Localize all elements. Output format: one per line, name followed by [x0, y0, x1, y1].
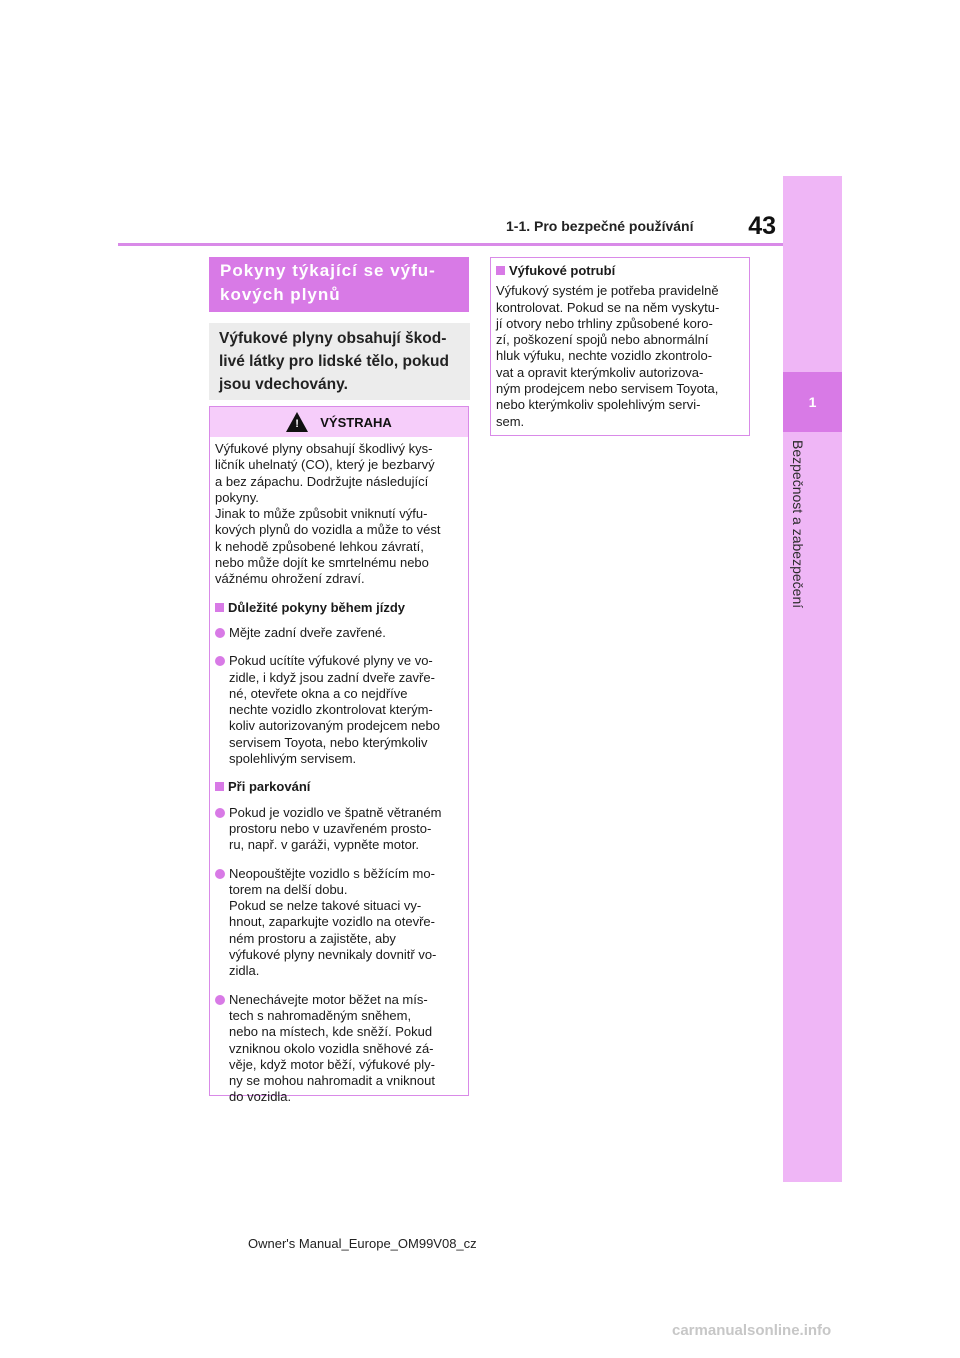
body-text-line: ným prodejcem nebo servisem Toyota,: [496, 381, 719, 397]
topic-summary: [209, 323, 470, 400]
warning-text-line: vážnému ohrožení zdraví.: [215, 571, 365, 587]
warning-text-line: nebo může dojít ke smrtelnému nebo: [215, 555, 429, 571]
bullet-item: Nenechávejte motor běžet na mís- tech s nahromaděným sněhem, nebo na místech, kde sněží. Pokud vzniknou okolo vozidla sněhové zá- věje, když motor běží, výfukové ply- ny se mohou nahromadit a vniknout do vozidla.: [215, 992, 465, 1106]
section-heading: Při parkování: [215, 779, 465, 795]
body-text-line: jí otvory nebo trhliny způsobené koro-: [496, 315, 713, 331]
section-title: 1-1. Pro bezpečné používání: [506, 218, 694, 234]
bullet-item: Mějte zadní dveře zavřené.: [215, 625, 465, 641]
warning-box: [209, 406, 469, 1105]
warning-title: VÝSTRAHA: [320, 414, 392, 430]
round-bullet-icon: [215, 628, 225, 638]
body-text-line: nebo kterýmkoliv spolehlivým servi-: [496, 397, 701, 413]
bullet-item: Pokud ucítíte výfukové plyny ve vo- zidle, i když jsou zadní dveře zavře- né, otevřete okna a co nejdříve nechte vozidlo zkontrolovat kterým- koliv autorizovaným prodejcem nebo servisem Toyota, nebo kterýmkoliv spolehlivým servisem.: [215, 653, 465, 767]
body-text-line: Výfukový systém je potřeba pravidelně: [496, 283, 719, 299]
square-bullet-icon: [215, 782, 224, 791]
warning-text-line: pokyny.: [215, 489, 259, 505]
round-bullet-icon: [215, 995, 225, 1005]
topic-summary-line: jsou vdechovány.: [219, 376, 348, 393]
bullet-item: Neopouštějte vozidlo s běžícím mo- torem na delší dobu. Pokud se nelze takové situaci vy- hnout, zaparkujte vozidlo na otevře- ném prostoru a zajistěte, aby výfukové plyny nevnikaly dovnitř vo- zidla.: [215, 866, 465, 980]
topic-title-line: kových plynů: [220, 285, 341, 304]
warning-text-line: kových plynů do vozidla a může to vést: [215, 522, 441, 538]
header-rule: [118, 243, 783, 246]
square-bullet-icon: [496, 266, 505, 275]
side-tab-strip: [783, 176, 842, 1182]
body-text-line: kontrolovat. Pokud se na něm vyskytu-: [496, 299, 720, 315]
page-number: 43: [748, 212, 776, 240]
body-text-line: sem.: [496, 413, 525, 429]
warning-text-line: a bez zápachu. Dodržujte následující: [215, 473, 429, 489]
side-tab-number: 1: [783, 372, 842, 432]
topic-summary-line: Výfukové plyny obsahují škod-: [219, 330, 447, 347]
round-bullet-icon: [215, 656, 225, 666]
watermark: carmanualsonline.info: [672, 1322, 832, 1339]
warning-header: [210, 407, 468, 437]
topic-title: [209, 257, 469, 312]
section-heading: Výfukové potrubí: [496, 263, 744, 279]
section-heading: Důležité pokyny během jízdy: [215, 600, 465, 616]
warning-text-line: Jinak to může způsobit vniknutí výfu-: [215, 506, 428, 522]
footer-manual-id: Owner's Manual_Europe_OM99V08_cz: [248, 1236, 477, 1251]
square-bullet-icon: [215, 603, 224, 612]
warning-body: [215, 441, 465, 1106]
bullet-item: Pokud je vozidlo ve špatně větraném prostoru nebo v uzavřeném prosto- ru, např. v garáži, vypněte motor.: [215, 805, 465, 854]
warning-text-line: ličník uhelnatý (CO), který je bezbarvý: [215, 457, 435, 473]
body-text-line: hluk výfuku, nechte vozidlo zkontrolo-: [496, 348, 713, 364]
warning-text-line: k nehodě způsobené lehkou závratí,: [215, 538, 424, 554]
topic-summary-line: livé látky pro lidské tělo, pokud: [219, 353, 449, 370]
exhaust-pipe-box: [490, 257, 750, 436]
body-text-line: vat a opravit kterýmkoliv autorizova-: [496, 364, 704, 380]
warning-triangle-icon: !: [286, 412, 308, 432]
side-tab-label: Bezpečnost a zabezpečení: [790, 440, 806, 609]
body-text-line: zí, poškození spojů nebo abnormální: [496, 332, 709, 348]
warning-text-line: Výfukové plyny obsahují škodlivý kys-: [215, 441, 433, 456]
topic-title-line: Pokyny týkající se výfu-: [220, 261, 436, 280]
round-bullet-icon: [215, 869, 225, 879]
round-bullet-icon: [215, 808, 225, 818]
